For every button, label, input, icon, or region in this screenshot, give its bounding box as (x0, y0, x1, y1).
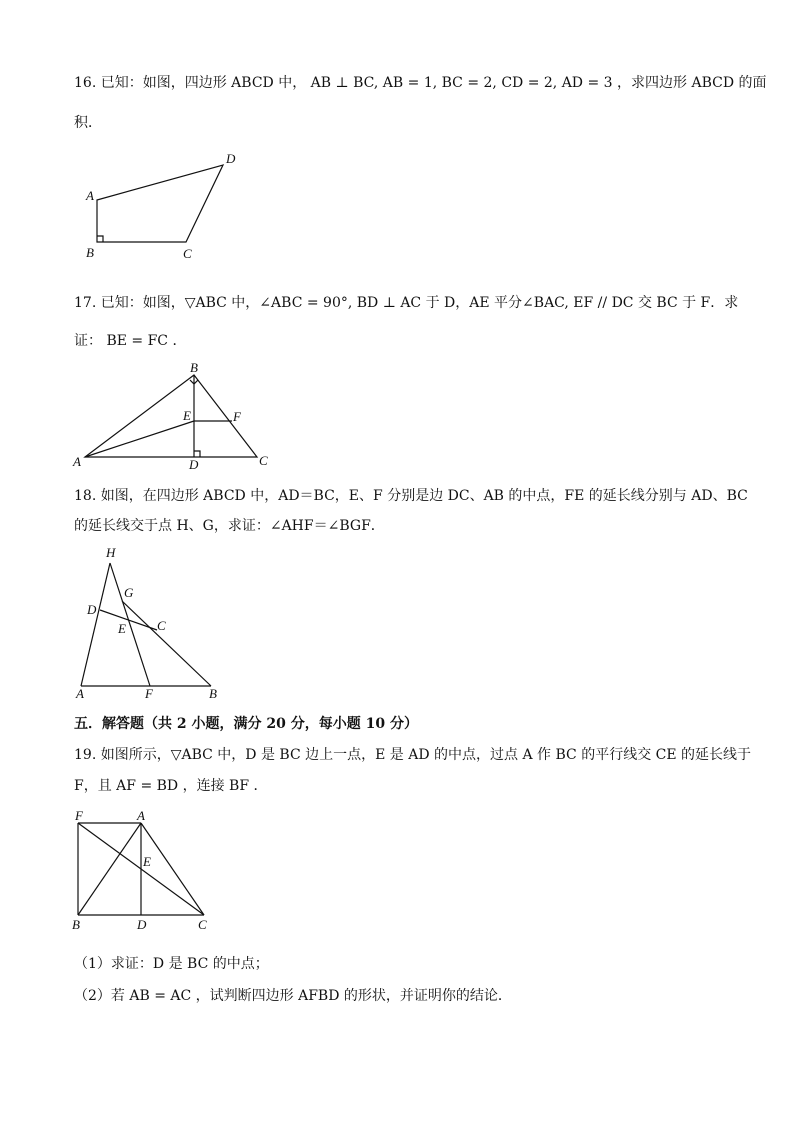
q19-segment-fc (78, 823, 204, 915)
q17-label-d: D (189, 457, 199, 472)
q17-right-angle-mark-b (190, 380, 198, 384)
q19-label-f: F (75, 808, 83, 823)
q18-text-line2: 的延长线交于点 H、G，求证：∠AHF＝∠BGF． (74, 518, 385, 534)
q19-label-a: A (137, 808, 145, 823)
q17-triangle-abc (85, 375, 257, 457)
q16-right-angle-mark (97, 236, 103, 242)
q16-quadrilateral (97, 165, 223, 242)
q19-text-line2: F，且 AF = BD ，连接 BF ． (74, 778, 268, 794)
q19-label-b: B (72, 917, 80, 932)
q18-label-g: G (124, 585, 134, 600)
q17-text-line2: 证： BE = FC ． (74, 333, 187, 349)
q17-right-angle-mark-d (194, 451, 200, 457)
q19-label-e: E (143, 854, 151, 869)
q17-label-e: E (183, 408, 191, 423)
q17-label-c: C (259, 453, 268, 468)
q16-label-b: B (86, 245, 94, 260)
q18-label-e: E (118, 621, 126, 636)
q19-part2: （2）若 AB = AC ，试判断四边形 AFBD 的形状，并证明你的结论． (74, 988, 512, 1004)
q19-segment-ac (141, 823, 204, 915)
q16-label-c: C (183, 246, 192, 261)
q18-label-d: D (87, 602, 97, 617)
q17-label-b: B (190, 360, 198, 375)
q16-label-a: A (86, 188, 94, 203)
q16-text-line2: 积． (74, 115, 102, 131)
q19-label-c: C (198, 917, 207, 932)
q16-text-line1: 16. 已知：如图，四边形 ABCD 中， AB ⊥ BC, AB = 1, BC = 2, CD = 2, AD = 3 ，求四边形 ABCD 的面 (74, 75, 767, 91)
q18-label-a: A (76, 686, 84, 701)
q19-part1: （1）求证：D 是 BC 的中点； (74, 956, 269, 972)
q18-label-h: H (106, 545, 116, 560)
q18-segment-hf (110, 563, 150, 686)
q16-label-d: D (226, 151, 236, 166)
q18-label-b: B (209, 686, 217, 701)
q18-text-line1: 18. 如图，在四边形 ABCD 中，AD＝BC，E、F 分别是边 DC、AB 的中点，FE 的延长线分别与 AD、BC (74, 488, 748, 504)
q18-label-c: C (157, 618, 166, 633)
q19-segment-ab (78, 823, 141, 915)
q17-label-a: A (73, 454, 81, 469)
q17-label-f: F (233, 409, 241, 424)
q17-bisector-ae (85, 421, 194, 457)
q19-text-line1: 19. 如图所示，▽ABC 中，D 是 BC 边上一点，E 是 AD 的中点，过点 A 作 BC 的平行线交 CE 的延长线于 (74, 747, 752, 763)
q18-segment-gb (122, 601, 211, 686)
section5-title: 五．解答题（共 2 小题，满分 20 分，每小题 10 分） (74, 716, 418, 732)
q18-segment-ah (81, 563, 110, 686)
q19-label-d: D (137, 917, 147, 932)
q18-label-f: F (145, 686, 153, 701)
q18-segment-dc (100, 610, 157, 630)
q17-text-line1: 17. 已知：如图，▽ABC 中，∠ABC = 90°, BD ⊥ AC 于 D，AE 平分∠BAC, EF // DC 交 BC 于 F．求 (74, 295, 739, 311)
